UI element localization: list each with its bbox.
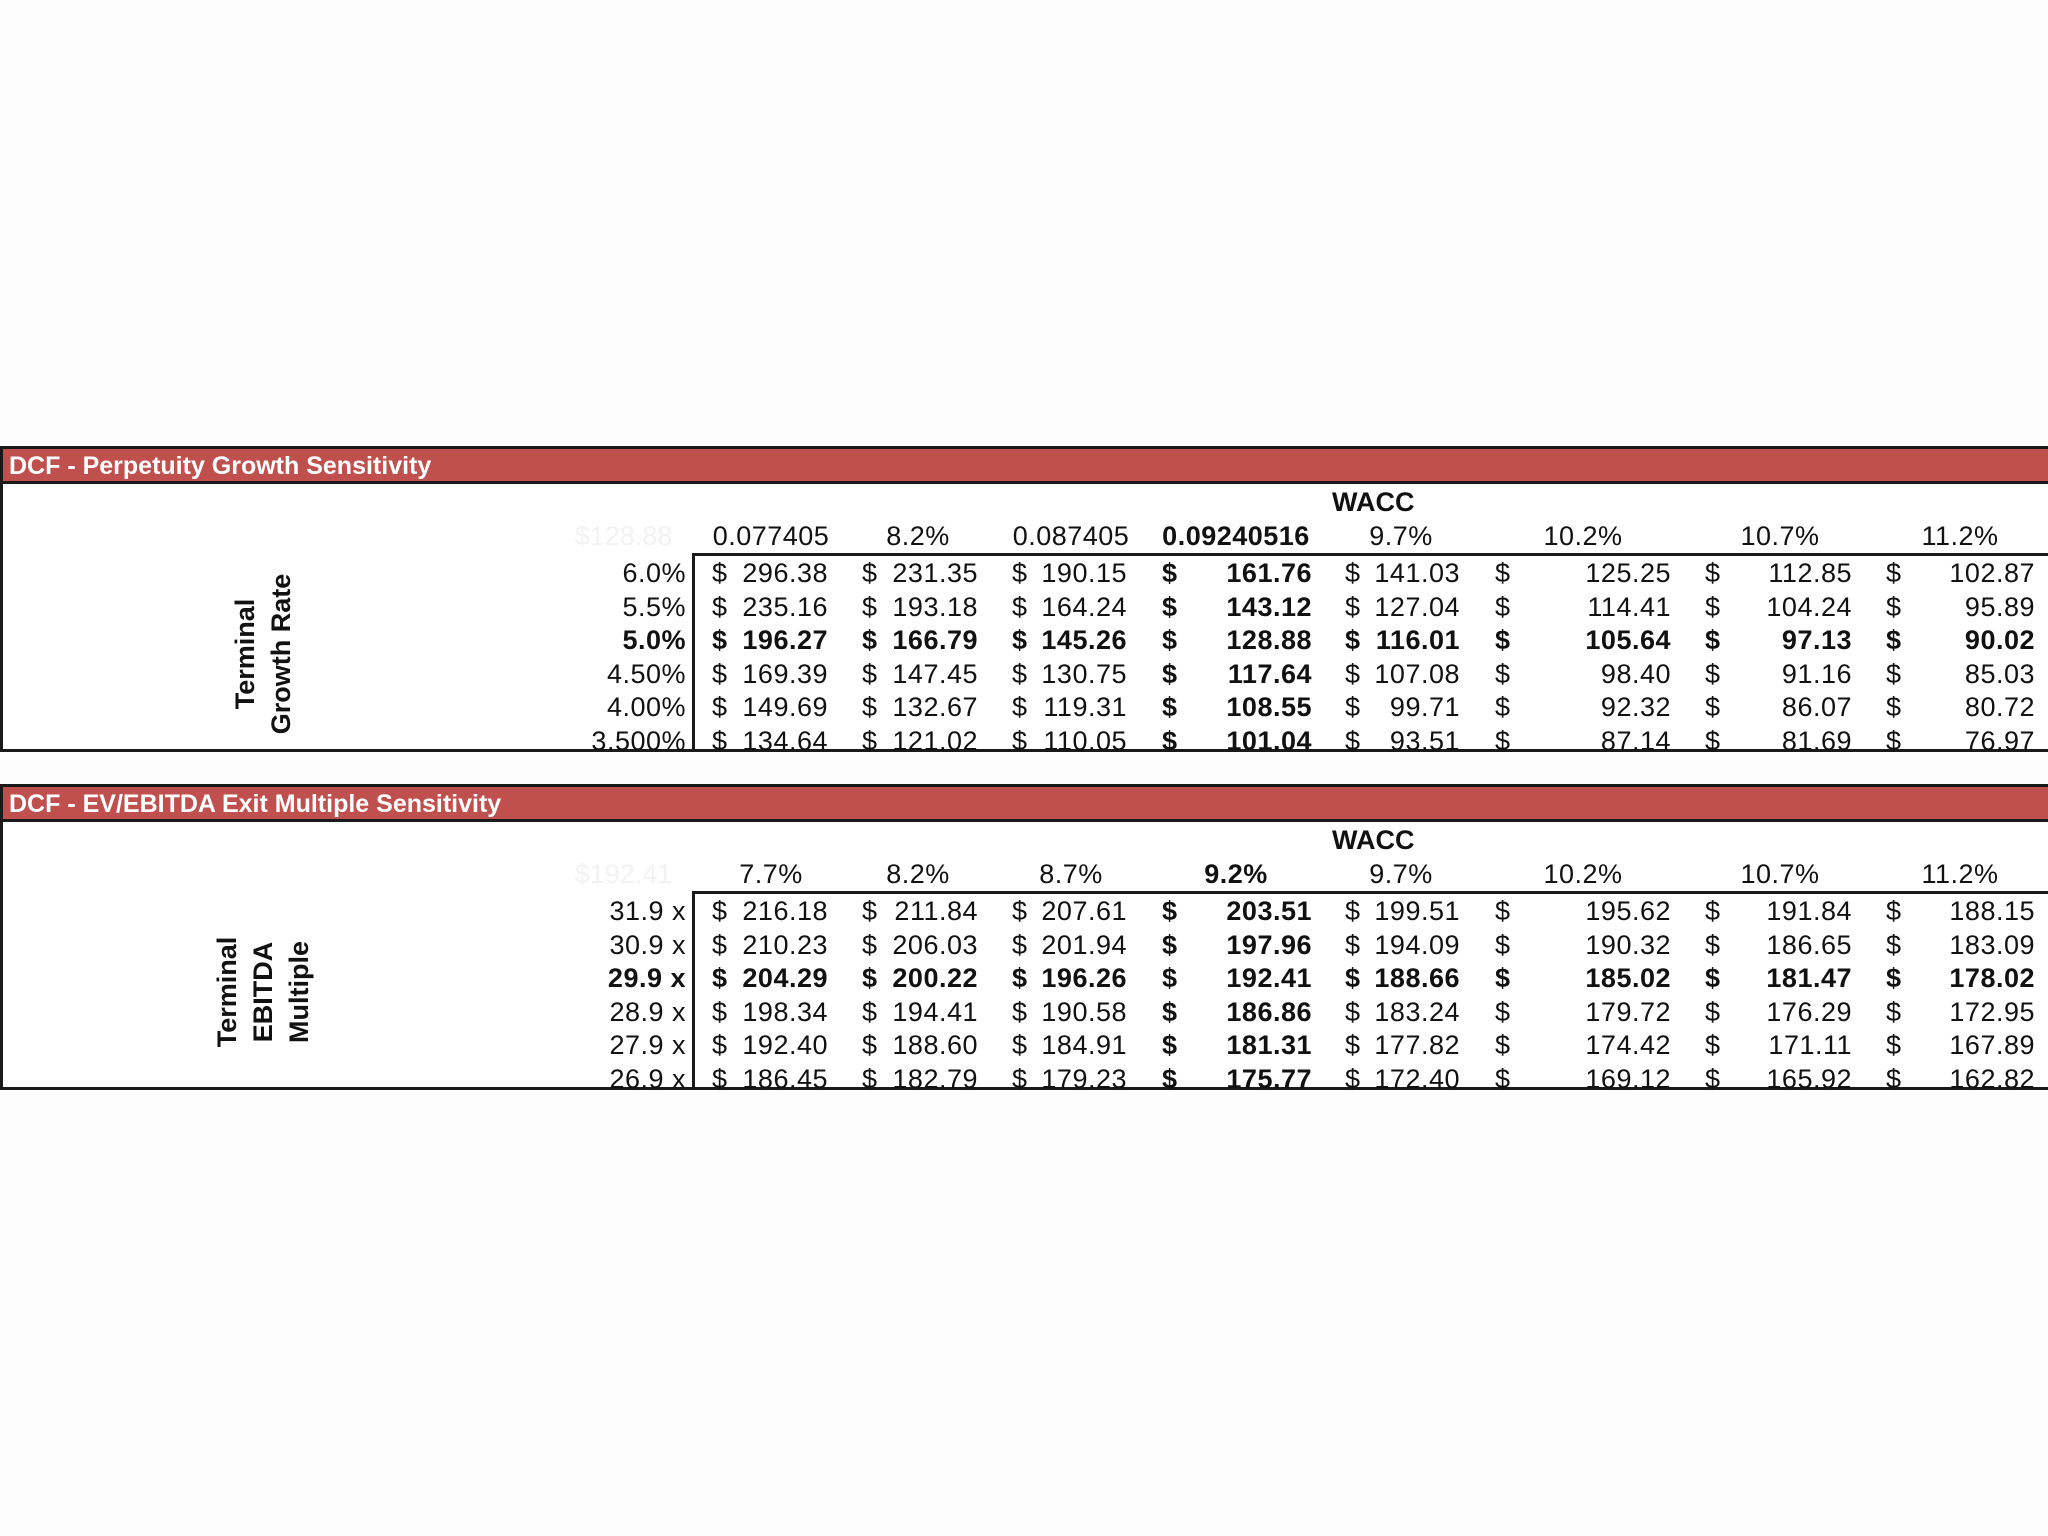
currency-symbol: $ (1012, 929, 1028, 960)
value-cell: 203.51 (1226, 896, 1312, 926)
currency-symbol: $ (1705, 1030, 1721, 1060)
currency-symbol: $ (1345, 963, 1361, 993)
value-cell: 174.42 (1585, 1030, 1671, 1060)
currency-symbol: $ (862, 896, 878, 926)
wacc-column-header: 0.077405 (712, 521, 830, 551)
value-cell: 149.69 (742, 692, 828, 722)
wacc-column-header: 8.2% (886, 521, 950, 551)
value-cell: 181.31 (1226, 1030, 1312, 1060)
value-cell: 178.02 (1949, 963, 2035, 993)
row-label: 4.00% (606, 692, 686, 722)
currency-symbol: $ (1345, 725, 1361, 756)
currency-symbol: $ (862, 658, 878, 689)
value-cell: 108.55 (1226, 692, 1312, 722)
currency-symbol: $ (1012, 558, 1028, 588)
value-cell: 162.82 (1949, 1063, 2035, 1094)
wacc-column-header: 11.2% (1921, 859, 1999, 889)
value-cell: 86.07 (1781, 692, 1852, 722)
wacc-column-header: 9.7% (1369, 859, 1433, 889)
value-cell: 145.26 (1041, 625, 1127, 655)
currency-symbol: $ (862, 996, 878, 1027)
currency-symbol: $ (1705, 896, 1721, 926)
currency-symbol: $ (862, 625, 878, 655)
value-cell: 91.16 (1781, 658, 1852, 689)
value-cell: 186.65 (1766, 929, 1852, 960)
currency-symbol: $ (1705, 1063, 1721, 1094)
currency-symbol: $ (1705, 725, 1721, 756)
axis-label-line: Terminal (212, 936, 242, 1048)
currency-symbol: $ (1345, 558, 1361, 588)
value-cell: 216.18 (742, 896, 828, 926)
currency-symbol: $ (1162, 996, 1178, 1027)
value-cell: 179.72 (1585, 996, 1671, 1027)
value-cell: 92.32 (1600, 692, 1671, 722)
currency-symbol: $ (1012, 692, 1028, 722)
currency-symbol: $ (712, 896, 728, 926)
currency-symbol: $ (1495, 996, 1511, 1027)
table-row (3, 591, 2048, 625)
currency-symbol: $ (1886, 896, 1902, 926)
value-cell: 197.96 (1226, 929, 1312, 960)
currency-symbol: $ (1886, 558, 1902, 588)
value-cell: 196.27 (742, 625, 828, 655)
currency-symbol: $ (1886, 692, 1902, 722)
value-cell: 147.45 (892, 658, 978, 689)
currency-symbol: $ (712, 692, 728, 722)
value-cell: 181.47 (1766, 963, 1852, 993)
value-cell: 110.05 (1043, 725, 1127, 756)
value-cell: 184.91 (1041, 1030, 1127, 1060)
value-cell: 194.41 (892, 996, 978, 1027)
value-cell: 200.22 (892, 963, 978, 993)
value-cell: 175.77 (1226, 1063, 1312, 1094)
wacc-label: WACC (1332, 825, 1415, 855)
currency-symbol: $ (1495, 1063, 1511, 1094)
value-cell: 177.82 (1374, 1030, 1460, 1060)
currency-symbol: $ (1886, 725, 1902, 756)
table-row (3, 996, 2048, 1030)
value-cell: 235.16 (742, 591, 828, 622)
currency-symbol: $ (1162, 591, 1178, 622)
currency-symbol: $ (1495, 1030, 1511, 1060)
table-body (3, 891, 2048, 1094)
currency-symbol: $ (712, 725, 728, 756)
currency-symbol: $ (862, 963, 878, 993)
currency-symbol: $ (1012, 996, 1028, 1027)
row-label: 26.9 x (609, 1063, 686, 1094)
row-label: 31.9 x (609, 896, 686, 926)
value-cell: 296.38 (742, 558, 828, 588)
wacc-column-header: 8.7% (1039, 859, 1103, 889)
value-cell: 199.51 (1374, 896, 1460, 926)
wacc-column-header: 9.2% (1204, 859, 1268, 889)
row-label: 4.50% (606, 658, 686, 689)
value-cell: 206.03 (892, 929, 978, 960)
value-cell: 190.58 (1041, 996, 1127, 1027)
value-cell: 130.75 (1041, 658, 1127, 689)
row-label: 28.9 x (609, 996, 686, 1027)
currency-symbol: $ (712, 963, 728, 993)
currency-symbol: $ (1886, 591, 1902, 622)
value-cell: 210.23 (742, 929, 828, 960)
value-cell: 179.23 (1041, 1063, 1127, 1094)
currency-symbol: $ (1705, 558, 1721, 588)
value-cell: 90.02 (1964, 625, 2035, 655)
value-cell: 204.29 (742, 963, 828, 993)
value-cell: 169.39 (742, 658, 828, 689)
value-cell: 169.12 (1585, 1063, 1671, 1094)
column-header-row (3, 519, 2048, 553)
value-cell: 97.13 (1781, 625, 1852, 655)
value-cell: 85.03 (1964, 658, 2035, 689)
axis-label-line: EBITDA (248, 941, 278, 1043)
currency-symbol: $ (1495, 725, 1511, 756)
value-cell: 211.84 (894, 896, 978, 926)
currency-symbol: $ (1162, 896, 1178, 926)
value-cell: 186.86 (1226, 996, 1312, 1027)
axis-label-line: Growth Rate (266, 573, 296, 735)
table-row (3, 557, 2048, 591)
currency-symbol: $ (1705, 929, 1721, 960)
currency-symbol: $ (862, 1063, 878, 1094)
row-label: 3.500% (591, 725, 686, 756)
value-cell: 128.88 (1226, 625, 1312, 655)
value-cell: 141.03 (1374, 558, 1460, 588)
currency-symbol: $ (1162, 963, 1178, 993)
value-cell: 116.01 (1375, 625, 1460, 655)
value-cell: 114.41 (1587, 591, 1671, 622)
value-cell: 127.04 (1374, 591, 1460, 622)
currency-symbol: $ (862, 692, 878, 722)
value-cell: 194.09 (1374, 929, 1460, 960)
value-cell: 185.02 (1585, 963, 1671, 993)
row-label: 27.9 x (609, 1030, 686, 1060)
value-cell: 121.02 (892, 725, 978, 756)
currency-symbol: $ (1162, 1063, 1178, 1094)
currency-symbol: $ (1495, 929, 1511, 960)
table-row (3, 658, 2048, 692)
value-cell: 117.64 (1227, 658, 1312, 689)
currency-symbol: $ (712, 1030, 728, 1060)
currency-symbol: $ (1162, 725, 1178, 756)
value-cell: 193.18 (892, 591, 978, 622)
currency-symbol: $ (1886, 625, 1902, 655)
value-cell: 80.72 (1964, 692, 2035, 722)
value-cell: 192.40 (742, 1030, 828, 1060)
value-cell: 81.69 (1781, 725, 1852, 756)
currency-symbol: $ (1495, 558, 1511, 588)
table-title: DCF - Perpetuity Growth Sensitivity (3, 449, 2048, 484)
currency-symbol: $ (1705, 625, 1721, 655)
wacc-column-header: 9.7% (1369, 521, 1433, 551)
currency-symbol: $ (1345, 929, 1361, 960)
value-cell: 119.31 (1043, 692, 1127, 722)
currency-symbol: $ (1705, 658, 1721, 689)
value-cell: 165.92 (1766, 1063, 1852, 1094)
table-row (3, 1029, 2048, 1063)
currency-symbol: $ (1012, 658, 1028, 689)
currency-symbol: $ (1012, 591, 1028, 622)
currency-symbol: $ (712, 658, 728, 689)
value-cell: 166.79 (892, 625, 978, 655)
currency-symbol: $ (1705, 591, 1721, 622)
value-cell: 134.64 (742, 725, 828, 756)
currency-symbol: $ (1345, 658, 1361, 689)
wacc-column-header: 10.7% (1740, 521, 1820, 551)
value-cell: 188.60 (892, 1030, 978, 1060)
column-header-row (3, 857, 2048, 891)
currency-symbol: $ (712, 625, 728, 655)
value-cell: 231.35 (892, 558, 978, 588)
value-cell: 101.04 (1226, 725, 1312, 756)
currency-symbol: $ (712, 591, 728, 622)
row-label: 5.0% (622, 625, 686, 655)
value-cell: 167.89 (1949, 1030, 2035, 1060)
currency-symbol: $ (1495, 591, 1511, 622)
currency-symbol: $ (1012, 725, 1028, 756)
value-cell: 176.29 (1766, 996, 1852, 1027)
currency-symbol: $ (1162, 625, 1178, 655)
value-cell: 76.97 (1964, 725, 2035, 756)
currency-symbol: $ (712, 1063, 728, 1094)
currency-symbol: $ (862, 558, 878, 588)
value-cell: 182.79 (892, 1063, 978, 1094)
currency-symbol: $ (1345, 1030, 1361, 1060)
currency-symbol: $ (1345, 625, 1361, 655)
currency-symbol: $ (1345, 591, 1361, 622)
value-cell: 107.08 (1374, 658, 1460, 689)
value-cell: 112.85 (1768, 558, 1852, 588)
perpetuity-growth-sensitivity-table (0, 446, 2048, 756)
value-cell: 164.24 (1041, 591, 1127, 622)
value-cell: 201.94 (1041, 929, 1127, 960)
row-label: 5.5% (622, 591, 686, 622)
currency-symbol: $ (862, 929, 878, 960)
currency-symbol: $ (1495, 963, 1511, 993)
currency-symbol: $ (1162, 929, 1178, 960)
table-row (3, 725, 2048, 759)
currency-symbol: $ (1495, 896, 1511, 926)
currency-symbol: $ (1345, 692, 1361, 722)
value-cell: 207.61 (1041, 896, 1127, 926)
value-cell: 104.24 (1766, 591, 1852, 622)
currency-symbol: $ (1012, 1030, 1028, 1060)
value-cell: 183.09 (1949, 929, 2035, 960)
currency-symbol: $ (1162, 692, 1178, 722)
currency-symbol: $ (1886, 1063, 1902, 1094)
value-cell: 195.62 (1585, 896, 1671, 926)
wacc-column-header: 10.2% (1543, 859, 1623, 889)
row-label: 6.0% (622, 558, 686, 588)
currency-symbol: $ (862, 1030, 878, 1060)
exit-multiple-sensitivity-table (0, 784, 2048, 1094)
value-cell: 102.87 (1949, 558, 2035, 588)
value-cell: 105.64 (1585, 625, 1671, 655)
wacc-column-header: 11.2% (1921, 521, 1999, 551)
currency-symbol: $ (1705, 963, 1721, 993)
currency-symbol: $ (1012, 1063, 1028, 1094)
axis-label-line: Multiple (284, 941, 314, 1043)
value-cell: 98.40 (1600, 658, 1671, 689)
value-cell: 196.26 (1041, 963, 1127, 993)
row-label: 29.9 x (607, 963, 686, 993)
value-cell: 188.15 (1949, 896, 2035, 926)
wacc-column-header: 10.2% (1543, 521, 1623, 551)
value-cell: 172.40 (1374, 1063, 1460, 1094)
currency-symbol: $ (1012, 963, 1028, 993)
value-cell: 186.45 (742, 1063, 828, 1094)
value-cell: 143.12 (1226, 591, 1312, 622)
currency-symbol: $ (1162, 1030, 1178, 1060)
value-cell: 198.34 (742, 996, 828, 1027)
row-label: 30.9 x (609, 929, 686, 960)
wacc-label: WACC (1332, 487, 1415, 517)
currency-symbol: $ (1886, 1030, 1902, 1060)
currency-symbol: $ (1886, 929, 1902, 960)
table-row (3, 691, 2048, 725)
currency-symbol: $ (1495, 625, 1511, 655)
value-cell: 171.11 (1768, 1030, 1852, 1060)
currency-symbol: $ (1345, 996, 1361, 1027)
currency-symbol: $ (1886, 996, 1902, 1027)
currency-symbol: $ (1886, 658, 1902, 689)
value-cell: 93.51 (1389, 725, 1460, 756)
currency-symbol: $ (1886, 963, 1902, 993)
wacc-column-header: 0.09240516 (1162, 521, 1310, 551)
wacc-column-header: 0.087405 (1012, 521, 1130, 551)
value-cell: 192.41 (1226, 963, 1312, 993)
currency-symbol: $ (1012, 625, 1028, 655)
currency-symbol: $ (1345, 896, 1361, 926)
table-row (3, 1063, 2048, 1097)
currency-symbol: $ (1162, 658, 1178, 689)
wacc-column-header: 8.2% (886, 859, 950, 889)
currency-symbol: $ (1012, 896, 1028, 926)
value-cell: 172.95 (1949, 996, 2035, 1027)
wacc-column-header: 7.7% (739, 859, 803, 889)
currency-symbol: $ (1495, 692, 1511, 722)
table-row (3, 962, 2048, 996)
value-cell: 183.24 (1374, 996, 1460, 1027)
corner-value: $192.41 (574, 859, 673, 889)
currency-symbol: $ (1162, 558, 1178, 588)
table-body (3, 553, 2048, 756)
currency-symbol: $ (712, 558, 728, 588)
currency-symbol: $ (1345, 1063, 1361, 1094)
value-cell: 87.14 (1600, 725, 1671, 756)
currency-symbol: $ (712, 996, 728, 1027)
currency-symbol: $ (862, 591, 878, 622)
value-cell: 191.84 (1766, 896, 1852, 926)
table-row (3, 624, 2048, 658)
value-cell: 95.89 (1964, 591, 2035, 622)
value-cell: 190.32 (1585, 929, 1671, 960)
value-cell: 99.71 (1389, 692, 1460, 722)
table-title: DCF - EV/EBITDA Exit Multiple Sensitivity (3, 787, 2048, 822)
table-row (3, 895, 2048, 929)
value-cell: 132.67 (892, 692, 978, 722)
value-cell: 125.25 (1585, 558, 1671, 588)
corner-value: $128.88 (574, 521, 673, 551)
axis-label-line: Terminal (230, 598, 260, 710)
wacc-column-header: 10.7% (1740, 859, 1820, 889)
currency-symbol: $ (1495, 658, 1511, 689)
currency-symbol: $ (712, 929, 728, 960)
table-row (3, 929, 2048, 963)
currency-symbol: $ (1705, 692, 1721, 722)
value-cell: 161.76 (1226, 558, 1312, 588)
value-cell: 188.66 (1374, 963, 1460, 993)
currency-symbol: $ (862, 725, 878, 756)
value-cell: 190.15 (1041, 558, 1127, 588)
currency-symbol: $ (1705, 996, 1721, 1027)
